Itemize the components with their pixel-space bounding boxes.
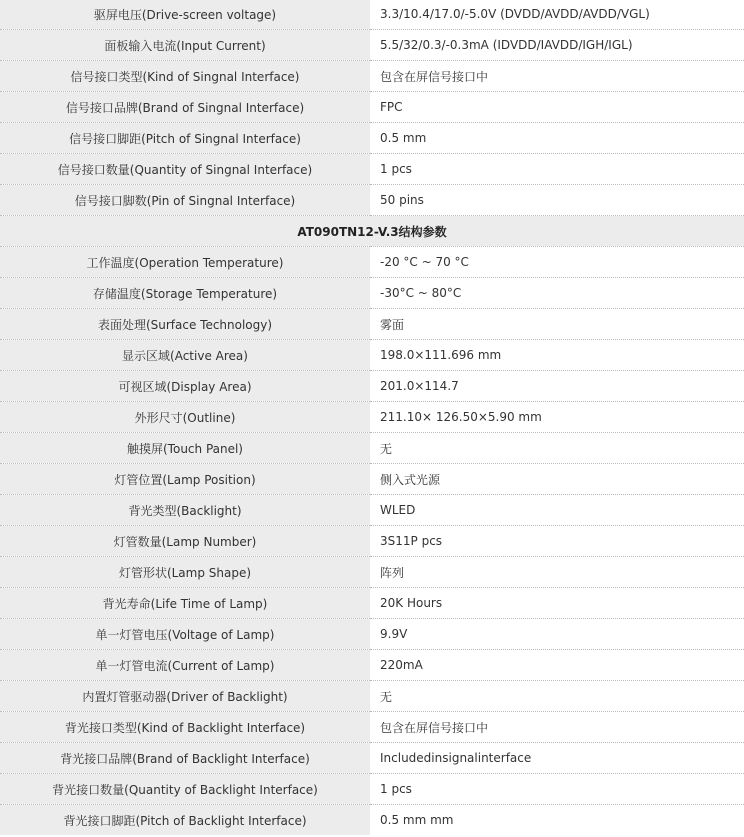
spec-label: 单一灯管电压(Voltage of Lamp) bbox=[0, 619, 370, 650]
table-row bbox=[0, 526, 744, 557]
table-row bbox=[0, 340, 744, 371]
spec-value: 0.5 mm mm bbox=[370, 805, 744, 836]
spec-value: 20K Hours bbox=[370, 588, 744, 619]
spec-value: -20 °C ~ 70 °C bbox=[370, 247, 744, 278]
spec-label: 显示区域(Active Area) bbox=[0, 340, 370, 371]
table-row bbox=[0, 154, 744, 185]
spec-label: 信号接口品牌(Brand of Singnal Interface) bbox=[0, 92, 370, 123]
spec-value: 1 pcs bbox=[370, 154, 744, 185]
spec-value: 211.10× 126.50×5.90 mm bbox=[370, 402, 744, 433]
table-row bbox=[0, 123, 744, 154]
spec-label: 信号接口脚数(Pin of Singnal Interface) bbox=[0, 185, 370, 216]
spec-value: 5.5/32/0.3/-0.3mA (IDVDD/IAVDD/IGH/IGL) bbox=[370, 30, 744, 61]
spec-value: 201.0×114.7 bbox=[370, 371, 744, 402]
spec-value: Includedinsignalinterface bbox=[370, 743, 744, 774]
spec-label: 信号接口类型(Kind of Singnal Interface) bbox=[0, 61, 370, 92]
table-row bbox=[0, 464, 744, 495]
spec-value: 3.3/10.4/17.0/-5.0V (DVDD/AVDD/AVDD/VGL) bbox=[370, 0, 744, 30]
spec-label: 面板输入电流(Input Current) bbox=[0, 30, 370, 61]
spec-label: 灯管数量(Lamp Number) bbox=[0, 526, 370, 557]
spec-label: 信号接口脚距(Pitch of Singnal Interface) bbox=[0, 123, 370, 154]
spec-value: WLED bbox=[370, 495, 744, 526]
spec-value: 1 pcs bbox=[370, 774, 744, 805]
spec-label: 驱屏电压(Drive-screen voltage) bbox=[0, 0, 370, 30]
spec-value: 包含在屏信号接口中 bbox=[370, 712, 744, 743]
table-row bbox=[0, 619, 744, 650]
table-row bbox=[0, 743, 744, 774]
table-row bbox=[0, 774, 744, 805]
table-row bbox=[0, 650, 744, 681]
spec-value: 阵列 bbox=[370, 557, 744, 588]
table-row bbox=[0, 30, 744, 61]
spec-value: 220mA bbox=[370, 650, 744, 681]
spec-value: 3S11P pcs bbox=[370, 526, 744, 557]
spec-value: 包含在屏信号接口中 bbox=[370, 61, 744, 92]
spec-label: 单一灯管电流(Current of Lamp) bbox=[0, 650, 370, 681]
spec-label: 表面处理(Surface Technology) bbox=[0, 309, 370, 340]
section-title: AT090TN12-V.3结构参数 bbox=[0, 216, 744, 247]
table-row bbox=[0, 61, 744, 92]
spec-label: 灯管位置(Lamp Position) bbox=[0, 464, 370, 495]
spec-value: 雾面 bbox=[370, 309, 744, 340]
table-row bbox=[0, 712, 744, 743]
spec-value: 无 bbox=[370, 681, 744, 712]
spec-label: 触摸屏(Touch Panel) bbox=[0, 433, 370, 464]
table-row bbox=[0, 371, 744, 402]
spec-label: 信号接口数量(Quantity of Singnal Interface) bbox=[0, 154, 370, 185]
spec-label: 背光接口数量(Quantity of Backlight Interface) bbox=[0, 774, 370, 805]
spec-label: 存储温度(Storage Temperature) bbox=[0, 278, 370, 309]
spec-label: 背光类型(Backlight) bbox=[0, 495, 370, 526]
table-row bbox=[0, 433, 744, 464]
table-row bbox=[0, 0, 744, 30]
spec-label: 外形尺寸(Outline) bbox=[0, 402, 370, 433]
spec-value: FPC bbox=[370, 92, 744, 123]
spec-label: 可视区域(Display Area) bbox=[0, 371, 370, 402]
table-row bbox=[0, 681, 744, 712]
table-row bbox=[0, 309, 744, 340]
spec-label: 背光寿命(Life Time of Lamp) bbox=[0, 588, 370, 619]
spec-value: 侧入式光源 bbox=[370, 464, 744, 495]
table-row bbox=[0, 278, 744, 309]
table-row bbox=[0, 495, 744, 526]
spec-label: 背光接口脚距(Pitch of Backlight Interface) bbox=[0, 805, 370, 836]
spec-value: 0.5 mm bbox=[370, 123, 744, 154]
spec-label: 工作温度(Operation Temperature) bbox=[0, 247, 370, 278]
table-row bbox=[0, 557, 744, 588]
spec-value: 9.9V bbox=[370, 619, 744, 650]
spec-label: 背光接口品牌(Brand of Backlight Interface) bbox=[0, 743, 370, 774]
table-row bbox=[0, 247, 744, 278]
spec-value: 198.0×111.696 mm bbox=[370, 340, 744, 371]
spec-value: 无 bbox=[370, 433, 744, 464]
spec-value: 50 pins bbox=[370, 185, 744, 216]
table-row bbox=[0, 92, 744, 123]
table-row bbox=[0, 402, 744, 433]
section-header-row bbox=[0, 216, 744, 247]
table-row bbox=[0, 588, 744, 619]
spec-label: 灯管形状(Lamp Shape) bbox=[0, 557, 370, 588]
spec-label: 内置灯管驱动器(Driver of Backlight) bbox=[0, 681, 370, 712]
spec-label: 背光接口类型(Kind of Backlight Interface) bbox=[0, 712, 370, 743]
table-row bbox=[0, 805, 744, 836]
table-row bbox=[0, 185, 744, 216]
spec-value: -30°C ~ 80°C bbox=[370, 278, 744, 309]
